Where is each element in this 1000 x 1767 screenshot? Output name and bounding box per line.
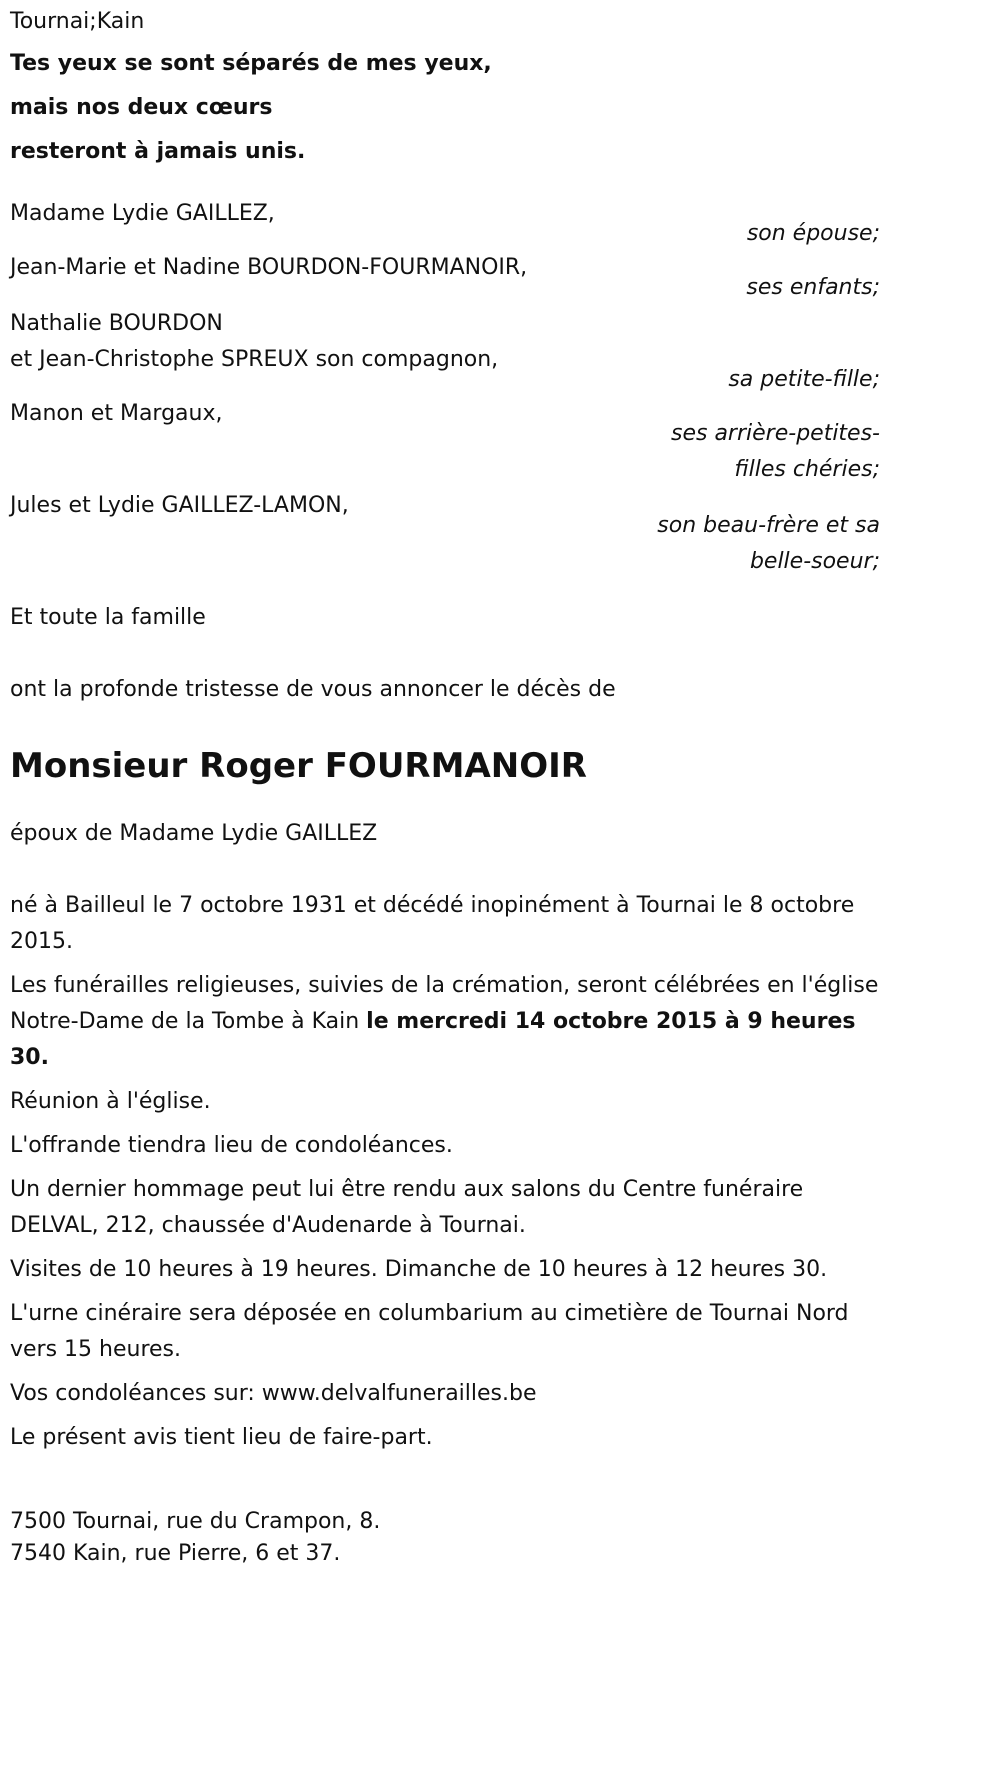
family-relation: son beau-frère et sa belle-soeur;: [657, 513, 880, 574]
addresses: [10, 1506, 880, 1570]
funeral-date: le mercredi 14 octobre 2015 à 9 heures 30.: [10, 1009, 856, 1070]
family-relation: son épouse;: [746, 221, 880, 246]
poem-line: resteront à jamais unis.: [10, 139, 306, 164]
family-relation: sa petite-fille;: [728, 367, 880, 392]
obituary-notice: [10, 4, 880, 1570]
spouse-line: époux de Madame Lydie GAILLEZ: [10, 821, 378, 846]
paragraph: Réunion à l'église.: [10, 1089, 211, 1114]
funeral-text: Les funérailles religieuses, suivies de la crémation, seront célébrées en l'église Notre-Dame de la Tombe à Kain: [10, 973, 879, 1034]
paragraph: L'offrande tiendra lieu de condoléances.: [10, 1133, 453, 1158]
birth-death: né à Bailleul le 7 octobre 1931 et décédé inopinément à Tournai le 8 octobre 2015.: [10, 893, 855, 954]
family-names: Jean-Marie et Nadine BOURDON-FOURMANOIR,: [10, 255, 528, 280]
family-relation: ses enfants;: [746, 275, 880, 300]
address-line: 7500 Tournai, rue du Crampon, 8.: [10, 1509, 381, 1534]
family-entry: [10, 396, 880, 488]
paragraph: Le présent avis tient lieu de faire-part.: [10, 1425, 433, 1450]
family-entry: [10, 306, 880, 398]
family-entry: [10, 488, 880, 580]
poem-line: mais nos deux cœurs: [10, 95, 273, 120]
deceased-name: Monsieur Roger FOURMANOIR: [10, 746, 587, 786]
family-closing: Et toute la famille: [10, 605, 206, 630]
announcement: ont la profonde tristesse de vous annoncer le décès de: [10, 677, 616, 702]
family-names: et Jean-Christophe SPREUX son compagnon,: [10, 347, 499, 372]
family-names: Madame Lydie GAILLEZ,: [10, 201, 275, 226]
family-entry: [10, 196, 880, 252]
address-line: 7540 Kain, rue Pierre, 6 et 37.: [10, 1541, 341, 1566]
family-relation: ses arrière-petites-filles chéries;: [671, 421, 880, 482]
family-entry: [10, 250, 880, 306]
paragraph: Un dernier hommage peut lui être rendu aux salons du Centre funéraire DELVAL, 212, chaussée d'Audenarde à Tournai.: [10, 1177, 804, 1238]
family-names: Jules et Lydie GAILLEZ-LAMON,: [10, 493, 349, 518]
paragraph: Vos condoléances sur: www.delvalfunerailles.be: [10, 1381, 537, 1406]
location: Tournai;Kain: [10, 9, 145, 34]
paragraph: Visites de 10 heures à 19 heures. Dimanche de 10 heures à 12 heures 30.: [10, 1257, 828, 1282]
poem-line: Tes yeux se sont séparés de mes yeux,: [10, 51, 492, 76]
paragraph: L'urne cinéraire sera déposée en columbarium au cimetière de Tournai Nord vers 15 heures.: [10, 1301, 849, 1362]
family-names: Manon et Margaux,: [10, 401, 223, 426]
family-list: [10, 196, 880, 580]
funeral-info: [10, 968, 880, 1076]
family-names: Nathalie BOURDON: [10, 311, 223, 336]
poem: [10, 46, 880, 170]
